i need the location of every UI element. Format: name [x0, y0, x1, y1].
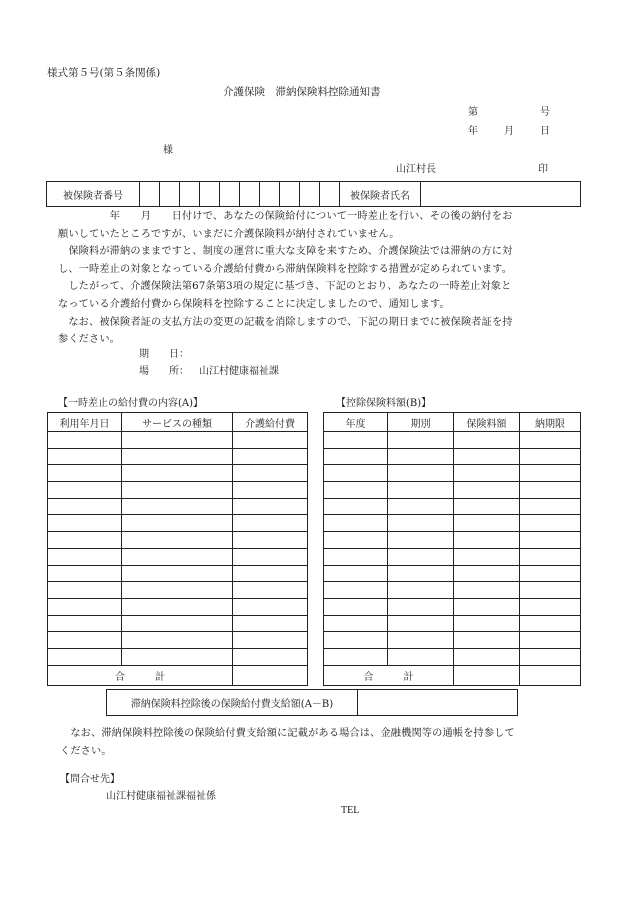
sender-name: 山江村長	[396, 164, 436, 175]
table-b-cell[interactable]	[388, 615, 454, 632]
table-b-total-value[interactable]	[454, 665, 520, 685]
table-b-cell[interactable]	[324, 648, 388, 665]
table-b-caption: 【控除保険料額(B)】	[336, 398, 432, 409]
table-a-row	[48, 515, 308, 532]
table-b-cell[interactable]	[388, 532, 454, 549]
table-b-cell[interactable]	[388, 598, 454, 615]
table-a-cell[interactable]	[233, 548, 308, 565]
table-b-row	[324, 632, 581, 649]
table-b-cell[interactable]	[324, 498, 388, 515]
table-a-cell[interactable]	[48, 632, 122, 649]
table-a-cell[interactable]	[233, 532, 308, 549]
table-a-row	[48, 615, 308, 632]
table-b-cell[interactable]	[520, 532, 581, 549]
table-b-header: 期別	[388, 413, 454, 432]
table-a-row	[48, 465, 308, 482]
table-a-header: 介護給付費	[233, 413, 308, 432]
insured-number-cell[interactable]	[300, 182, 320, 207]
table-a-cell[interactable]	[233, 515, 308, 532]
insured-table	[46, 181, 581, 207]
note-text	[60, 725, 575, 760]
doc-no-prefix: 第	[468, 107, 478, 118]
table-a-cell[interactable]	[233, 582, 308, 599]
body-line: 参ください。	[58, 334, 121, 346]
table-a-cell[interactable]	[122, 565, 233, 582]
insured-number-cell[interactable]	[260, 182, 280, 207]
insured-number-cell[interactable]	[180, 182, 200, 207]
table-a-row	[48, 548, 308, 565]
suspended-benefits-table	[47, 412, 308, 686]
table-a-cell[interactable]	[48, 615, 122, 632]
table-b-cell[interactable]	[388, 465, 454, 482]
table-b-row	[324, 448, 581, 465]
table-b-cell[interactable]	[324, 632, 388, 649]
table-a-cell[interactable]	[122, 548, 233, 565]
table-a-row	[48, 532, 308, 549]
table-a-cell[interactable]	[122, 648, 233, 665]
insured-name-field[interactable]	[421, 182, 581, 207]
table-a-total-value[interactable]	[233, 665, 308, 685]
table-b-cell[interactable]	[388, 565, 454, 582]
table-b-cell[interactable]	[454, 532, 520, 549]
body-line: し、一時差止の対象となっている介護給付費から滞納保険料を控除する措置が定められています。	[58, 263, 513, 275]
table-b-row	[324, 615, 581, 632]
table-a-cell[interactable]	[122, 598, 233, 615]
table-a-cell[interactable]	[48, 432, 122, 449]
table-b-cell[interactable]	[454, 565, 520, 582]
document-title: 介護保険 滞納保険料控除通知書	[223, 86, 381, 98]
insured-name-label: 被保険者氏名	[340, 182, 421, 207]
body-line: 年 月 日付けで、あなたの保険給付について一時差止を行い、その後の納付をお	[58, 211, 513, 222]
table-b-cell[interactable]	[520, 498, 581, 515]
table-b-cell[interactable]	[520, 432, 581, 449]
table-b-cell[interactable]	[454, 615, 520, 632]
body-line: なお、被保険者証の支払方法の変更の記載を消除しますので、下記の期日までに被保険者証を持	[58, 316, 513, 328]
table-b-cell[interactable]	[520, 632, 581, 649]
inquiry-dept: 山江村健康福祉課福祉係	[106, 791, 216, 802]
table-a-cell[interactable]	[233, 465, 308, 482]
table-b-cell[interactable]	[388, 482, 454, 499]
table-b-row	[324, 648, 581, 665]
table-a-cell[interactable]	[122, 465, 233, 482]
table-b-cell[interactable]	[520, 598, 581, 615]
table-a-cell[interactable]	[48, 448, 122, 465]
table-a-cell[interactable]	[48, 548, 122, 565]
table-a-cell[interactable]	[48, 498, 122, 515]
table-b-cell[interactable]	[324, 532, 388, 549]
table-b-cell[interactable]	[324, 548, 388, 565]
table-b-header: 保険料額	[454, 413, 520, 432]
table-b-cell[interactable]	[388, 648, 454, 665]
table-b-row	[324, 498, 581, 515]
inquiry-tel-label: TEL	[341, 805, 360, 816]
table-b-row	[324, 532, 581, 549]
table-b-cell[interactable]	[324, 582, 388, 599]
table-b-cell[interactable]	[324, 615, 388, 632]
table-b-cell[interactable]	[454, 515, 520, 532]
schedule-place-label: 場 所：	[139, 366, 189, 377]
table-b-cell[interactable]	[520, 482, 581, 499]
table-b-cell[interactable]	[324, 565, 388, 582]
insured-number-cell[interactable]	[220, 182, 240, 207]
table-a-cell[interactable]	[48, 565, 122, 582]
balance-label: 滞納保険料控除後の保険給付費支給額(A－B)	[107, 690, 358, 716]
table-a-row	[48, 598, 308, 615]
table-a-cell[interactable]	[48, 598, 122, 615]
table-b-cell[interactable]	[388, 632, 454, 649]
form-number: 様式第５号(第５条関係)	[47, 67, 161, 79]
table-b-cell[interactable]	[324, 448, 388, 465]
table-a-row	[48, 582, 308, 599]
table-b-cell[interactable]	[520, 448, 581, 465]
table-a-cell[interactable]	[233, 615, 308, 632]
table-b-cell[interactable]	[388, 515, 454, 532]
table-a-cell[interactable]	[122, 515, 233, 532]
date-month: 月	[504, 126, 514, 137]
table-b-header: 年度	[324, 413, 388, 432]
insured-number-label: 被保険者番号	[47, 182, 140, 207]
table-b-cell[interactable]	[324, 515, 388, 532]
table-a-row	[48, 632, 308, 649]
table-b-cell[interactable]	[388, 432, 454, 449]
table-b-cell[interactable]	[454, 632, 520, 649]
body-line: なっている介護給付費から保険料を控除することに決定しましたので、通知します。	[58, 298, 450, 310]
table-b-row	[324, 565, 581, 582]
table-a-cell[interactable]	[233, 565, 308, 582]
table-b-row	[324, 598, 581, 615]
table-b-row	[324, 432, 581, 449]
table-a-cell[interactable]	[122, 432, 233, 449]
table-a-cell[interactable]	[233, 498, 308, 515]
balance-table	[106, 689, 518, 716]
insured-number-cell[interactable]	[140, 182, 160, 207]
table-a-cell[interactable]	[233, 482, 308, 499]
table-b-cell[interactable]	[324, 598, 388, 615]
table-b-cell[interactable]	[324, 465, 388, 482]
table-b-cell[interactable]	[520, 582, 581, 599]
table-b-row	[324, 482, 581, 499]
table-b-cell[interactable]	[388, 498, 454, 515]
table-b-row	[324, 582, 581, 599]
table-a-cell[interactable]	[48, 648, 122, 665]
insured-number-cell[interactable]	[160, 182, 180, 207]
table-a-cell[interactable]	[233, 448, 308, 465]
insured-number-cell[interactable]	[320, 182, 340, 207]
table-b-cell[interactable]	[454, 498, 520, 515]
table-a-cell[interactable]	[122, 532, 233, 549]
table-b-cell[interactable]	[520, 465, 581, 482]
table-a-cell[interactable]	[48, 582, 122, 599]
deducted-premium-table	[323, 412, 581, 686]
table-a-row	[48, 498, 308, 515]
insured-number-cell[interactable]	[200, 182, 220, 207]
date-year: 年	[468, 126, 478, 137]
table-a-cell[interactable]	[122, 615, 233, 632]
table-b-cell[interactable]	[454, 648, 520, 665]
table-a-cell[interactable]	[122, 448, 233, 465]
table-b-cell[interactable]	[388, 582, 454, 599]
table-b-cell[interactable]	[520, 515, 581, 532]
body-line: したがって、介護保険法第67条第3項の規定に基づき、下記のとおり、あなたの一時差止対象と	[58, 281, 512, 293]
table-a-row	[48, 432, 308, 449]
table-a-cell[interactable]	[48, 532, 122, 549]
table-a-cell[interactable]	[233, 648, 308, 665]
insured-number-cell[interactable]	[240, 182, 260, 207]
inquiry-label: 【問合せ先】	[60, 774, 120, 785]
table-b-cell[interactable]	[454, 582, 520, 599]
table-a-cell[interactable]	[122, 498, 233, 515]
table-b-cell[interactable]	[454, 448, 520, 465]
table-a-cell[interactable]	[122, 582, 233, 599]
notice-body	[58, 208, 573, 349]
table-a-cell[interactable]	[122, 482, 233, 499]
table-a-row	[48, 565, 308, 582]
table-a-total-label: 合 計	[48, 665, 233, 685]
table-b-cell[interactable]	[388, 448, 454, 465]
schedule-date-label: 期 日：	[139, 349, 189, 360]
table-a-row	[48, 648, 308, 665]
table-b-cell[interactable]	[520, 615, 581, 632]
table-a-header: サービスの種類	[122, 413, 233, 432]
table-a-row	[48, 482, 308, 499]
table-a-cell[interactable]	[233, 432, 308, 449]
table-b-cell[interactable]	[454, 548, 520, 565]
table-b-header: 納期限	[520, 413, 581, 432]
table-a-cell[interactable]	[48, 515, 122, 532]
table-a-header: 利用年月日	[48, 413, 122, 432]
table-b-cell[interactable]	[454, 482, 520, 499]
table-b-cell[interactable]	[454, 465, 520, 482]
date-day: 日	[540, 126, 550, 137]
table-b-cell[interactable]	[454, 432, 520, 449]
note-line: なお、滞納保険料控除後の保険給付費支給額に記載がある場合は、金融機関等の通帳を持参して	[60, 728, 515, 739]
balance-value[interactable]	[358, 690, 518, 716]
table-a-caption: 【一時差止の給付費の内容(A)】	[58, 398, 204, 409]
insured-number-cell[interactable]	[280, 182, 300, 207]
table-a-cell[interactable]	[233, 632, 308, 649]
table-b-total-label: 合 計	[324, 665, 454, 685]
table-b-cell[interactable]	[324, 482, 388, 499]
table-a-cell[interactable]	[122, 632, 233, 649]
table-b-cell[interactable]	[520, 565, 581, 582]
doc-no-suffix: 号	[540, 107, 550, 118]
table-a-cell[interactable]	[48, 465, 122, 482]
schedule-place-value: 山江村健康福祉課	[199, 366, 279, 377]
body-line: 願いしていたところですが、いまだに介護保険料が納付されていません。	[58, 228, 400, 240]
table-b-cell[interactable]	[520, 648, 581, 665]
table-a-cell[interactable]	[233, 598, 308, 615]
table-b-cell[interactable]	[324, 432, 388, 449]
table-b-total-blank	[520, 665, 581, 685]
table-a-row	[48, 448, 308, 465]
note-line: ください。	[60, 745, 112, 757]
addressee-suffix: 様	[163, 145, 173, 156]
table-a-cell[interactable]	[48, 482, 122, 499]
table-b-cell[interactable]	[388, 548, 454, 565]
sender-seal: 印	[538, 164, 548, 175]
table-b-row	[324, 465, 581, 482]
table-b-cell[interactable]	[520, 548, 581, 565]
body-line: 保険料が滞納のままですと、制度の運営に重大な支障を来すため、介護保険法では滞納の方に対	[58, 246, 513, 258]
table-b-cell[interactable]	[454, 598, 520, 615]
table-b-row	[324, 548, 581, 565]
table-b-row	[324, 515, 581, 532]
